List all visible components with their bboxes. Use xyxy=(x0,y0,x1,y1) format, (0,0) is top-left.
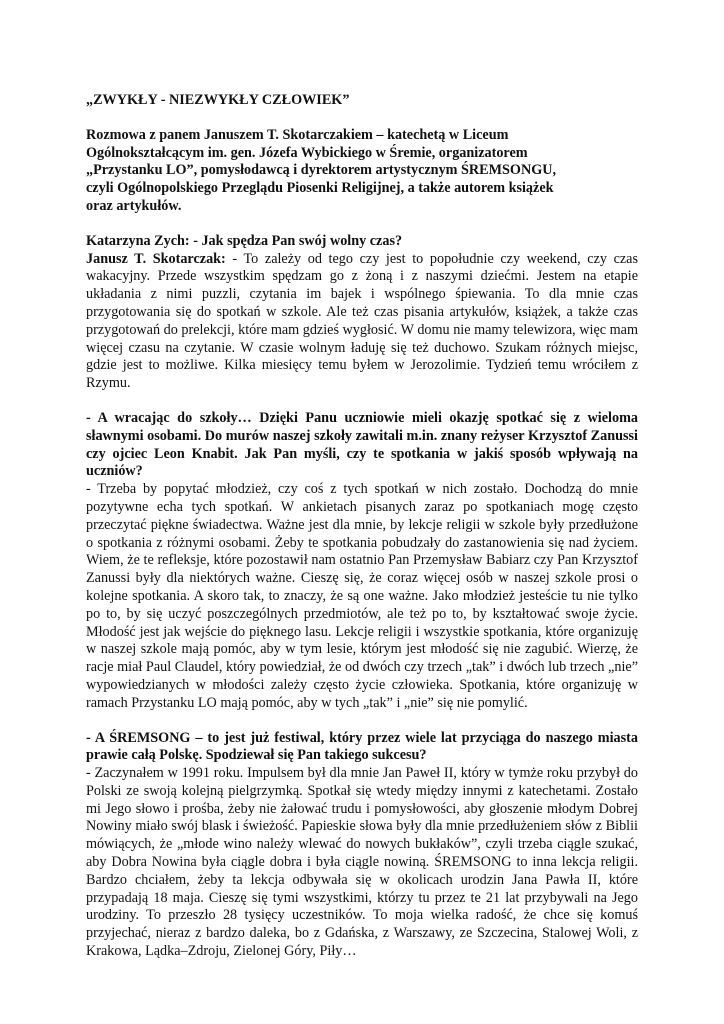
document-page xyxy=(86,92,638,978)
intro-line: czyli Ogólnopolskiego Przeglądu Piosenki Religijnej, a także autorem książek xyxy=(86,180,554,197)
article-title: „ZWYKŁY - NIEZWYKŁY CZŁOWIEK” xyxy=(86,92,350,108)
section-sremsong xyxy=(86,730,638,961)
answer-paragraph: - Zaczynałem w 1991 roku. Impulsem był dla mnie Jan Paweł II, który w tymże roku przybył do Polski ze swoją kolejną pielgrzymką. Spotkał się wtedy między innymi z katechetami. Zostało mi Jego słowo i prośba, żeby nie żałować trudu i pomysłowości, aby głoszenie młodym Dobrej Nowiny miało swój blask i świeżość. Papieskie słowa były dla mnie przedłużeniem słów z Biblii mówiących, że „młode wino należy wlewać do nowych bukłaków”, czyli trzeba ciągle szukać, aby Dobra Nowina była ciągle dobra i była ciągle nowiną. ŚREMSONG to inna lekcja religii. Bardzo chciałem, żeby ta lekcja odbywała się w okolicach urodzin Jana Pawła II, które przypadają 18 maja. Cieszę się tymi wszystkimi, którzy tu przez te 21 lat przybywali na Jego urodziny. To przeszło 28 tysięcy uczestników. To moja wielka radość, że chce się komuś przyjechać, nieraz z bardzo daleka, bo z Gdańska, z Warszawy, ze Szczecina, Stalowej Woli, z Krakowa, Lądka–Zdroju, Zielonej Góry, Piły… xyxy=(86,765,638,960)
intro-line: Rozmowa z panem Januszem T. Skotarczakiem – katechetą w Liceum xyxy=(86,126,509,143)
question-paragraph xyxy=(86,233,638,251)
article-intro xyxy=(86,127,638,216)
answer-paragraph xyxy=(86,251,638,393)
intro-line: Ogólnokształcącym im. gen. Józefa Wybickiego w Śremie, organizatorem xyxy=(86,144,528,161)
answer-text: - To zależy od tego czy jest to popołudnie czy weekend, czy czas wakacyjny. Przede wszystkim spędzam go z żoną i z naszymi dziećmi. Jestem na etapie układania z nimi puzzli, czytania im bajek i wspólnego śpiewania. To dla mnie czas przygotowania się do spotkań w szkole. Ale też czas pisania artykułów, książek, a także czas przygotowań do prelekcji, które mam gdzieś wygłosić. W domu nie mamy telewizora, więc mam więcej czasu na czytanie. W czasie wolnym ładuję się też duchowo. Szukam różnych miejsc, gdzie jest to możliwe. Kilka miesięcy temu byłem w Jerozolimie. Tydzień temu wróciłem z Rzymu. xyxy=(86,250,638,392)
interviewee-name: Janusz T. Skotarczak: xyxy=(86,250,226,267)
interviewer-name: Katarzyna Zych: xyxy=(86,232,190,249)
answer-paragraph: - Trzeba by popytać młodzież, czy coś z tych spotkań w nich zostało. Dochodzą do mnie pozytywne echa tych spotkań. W ankietach pisanych zaraz po spotkaniach mogę często przeczytać piękne świadectwa. Ważne jest dla mnie, by lekcje religii w szkole były przedłużone o spotkania z różnymi osobami. Żeby te spotkania pobudzały do zastanowienia się nad życiem. Wiem, że te refleksje, które pozostawił nam ostatnio Pan Przemysław Babiarz czy Pan Krzysztof Zanussi były dla niektórych ważne. Cieszę się, że coraz więcej osób w naszej szkole prosi o kolejne spotkania. A skoro tak, to znaczy, że są one ważne. Jako młodzież jesteście tu nie tylko po to, by się uczyć poszczególnych przedmiotów, ale też po to, by kształtować swoje życie. Młodość jest jak wejście do pięknego lasu. Lekcje religii i wszystkie spotkania, które organizuję w naszej szkole mają pomóc, aby w tym lesie, którym jest młodość się nie zagubić. Wierzę, że racje miał Paul Claudel, który powiedział, że od dwóch czy trzech „tak” i dwóch lub trzech „nie” wypowiedzianych w młodości zależy często życie człowieka. Spotkania, które organizuję w ramach Przystanku LO mają pomóc, aby w tych „tak” i „nie” się nie pomylić. xyxy=(86,481,638,711)
intro-line: „Przystanku LO”, pomysłodawcą i dyrektorem artystycznym ŚREMSONGU, xyxy=(86,162,557,179)
question-text: - Jak spędza Pan swój wolny czas? xyxy=(193,232,403,249)
question-paragraph: - A ŚREMSONG – to jest już festiwal, który przez wiele lat przyciąga do naszego miasta prawie całą Polskę. Spodziewał się Pan takiego sukcesu? xyxy=(86,729,638,764)
section-free-time xyxy=(86,233,638,393)
question-paragraph: - A wracając do szkoły… Dzięki Panu uczniowie mieli okazję spotkać się z wieloma sławnymi osobami. Do murów naszej szkoły zawitali m.in. znany reżyser Krzysztof Zanussi czy ojciec Leon Knabit. Jak Pan myśli, czy te spotkania w jakiś sposób wpływają na uczniów? xyxy=(86,409,638,480)
section-school-meetings xyxy=(86,410,638,713)
intro-line: oraz artykułów. xyxy=(86,197,182,214)
